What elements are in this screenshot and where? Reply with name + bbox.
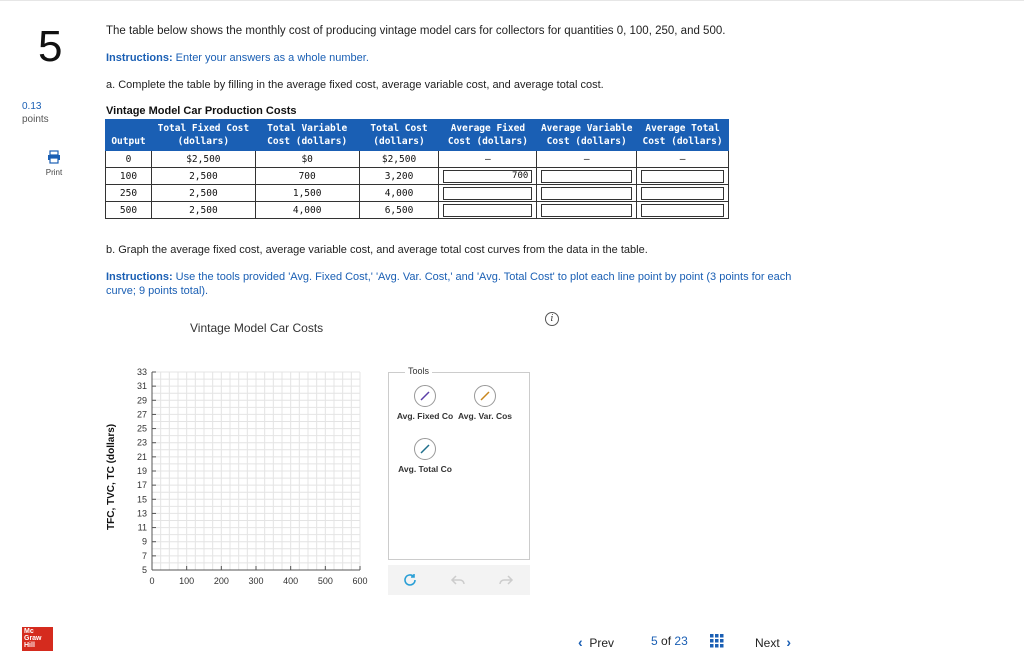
y-tick-label: 21 xyxy=(136,451,147,462)
chevron-right-icon: › xyxy=(786,634,792,650)
logo-line: Mc xyxy=(24,628,34,635)
cell-tc: 3,200 xyxy=(359,168,439,185)
table-header-row xyxy=(106,120,729,151)
cell-output: 250 xyxy=(106,185,152,202)
cell-tc: 4,000 xyxy=(359,185,439,202)
cell-avc xyxy=(537,185,637,202)
header-tc: Total Cost (dollars) xyxy=(359,120,439,151)
header-afc: Average Fixed Cost (dollars) xyxy=(439,120,537,151)
print-label: Print xyxy=(45,168,63,177)
y-tick-label: 11 xyxy=(137,522,147,533)
y-tick-label: 13 xyxy=(136,508,147,519)
page-indicator xyxy=(651,634,688,648)
cell-afc xyxy=(439,168,537,185)
table-caption: Vintage Model Car Production Costs xyxy=(106,105,297,117)
y-tick-label: 29 xyxy=(136,395,147,406)
line-tool-icon xyxy=(474,385,496,407)
y-tick-label: 31 xyxy=(136,381,147,392)
cell-tvc: 4,000 xyxy=(255,202,359,219)
y-tick-label: 33 xyxy=(136,367,147,377)
header-atc: Average Total Cost (dollars) xyxy=(637,120,729,151)
instructions-bold: Instructions: xyxy=(106,52,173,64)
x-tick-label: 400 xyxy=(283,576,299,586)
points-value: 0.13 xyxy=(22,101,42,112)
tool-label: Avg. Var. Cos xyxy=(457,411,512,421)
header-tvc: Total Variable Cost (dollars) xyxy=(255,120,359,151)
cell-afc xyxy=(439,185,537,202)
prev-label: Prev xyxy=(589,636,615,650)
cell-output: 0 xyxy=(106,151,152,168)
intro-text: The table below shows the monthly cost of producing vintage model cars for collectors for quantities 0, 100, 250, and 500. xyxy=(106,25,726,37)
x-tick-label: 100 xyxy=(179,576,195,586)
avg-total-cost-tool[interactable] xyxy=(395,438,455,474)
table-row xyxy=(106,202,729,219)
y-tick-label: 27 xyxy=(136,409,147,420)
cell-tvc: 700 xyxy=(255,168,359,185)
bottom-navigation xyxy=(0,628,1024,651)
tools-title: Tools xyxy=(405,366,432,376)
x-tick-label: 300 xyxy=(248,576,264,586)
cell-tc: $2,500 xyxy=(359,151,439,168)
cell-atc: – xyxy=(637,151,729,168)
tool-label: Avg. Fixed Co xyxy=(396,411,454,421)
tools-panel xyxy=(388,366,530,560)
cell-avc: – xyxy=(537,151,637,168)
cell-tvc: 1,500 xyxy=(255,185,359,202)
line-tool-icon xyxy=(414,385,436,407)
cell-tc: 6,500 xyxy=(359,202,439,219)
avc-input-500[interactable] xyxy=(541,204,632,217)
table-row xyxy=(106,168,729,185)
instructions-text: Use the tools provided 'Avg. Fixed Cost,' 'Avg. Var. Cost,' and 'Avg. Total Cost' to plot each line point by point (3 points for each curve; 9 points total). xyxy=(106,271,792,297)
avg-fixed-cost-tool[interactable] xyxy=(395,385,455,421)
instructions-graph xyxy=(106,270,806,298)
next-button[interactable] xyxy=(755,634,791,650)
tool-label: Avg. Total Co xyxy=(398,464,452,474)
cost-table xyxy=(105,119,729,219)
prev-button[interactable] xyxy=(578,634,614,650)
info-icon[interactable]: i xyxy=(545,312,559,326)
header-tfc: Total Fixed Cost (dollars) xyxy=(151,120,255,151)
avc-input-100[interactable] xyxy=(541,170,632,183)
graph-grid xyxy=(152,372,360,570)
tool-line xyxy=(421,392,429,400)
cell-output: 100 xyxy=(106,168,152,185)
afc-input-500[interactable] xyxy=(443,204,532,217)
header-avc: Average Variable Cost (dollars) xyxy=(537,120,637,151)
afc-input-100[interactable]: 700 xyxy=(443,170,532,183)
atc-input-100[interactable] xyxy=(641,170,724,183)
x-tick-label: 0 xyxy=(149,576,155,586)
current-page: 5 xyxy=(651,634,658,648)
part-b-text: b. Graph the average fixed cost, average variable cost, and average total cost curves from the data in the table. xyxy=(106,244,648,256)
cell-tfc: 2,500 xyxy=(151,185,255,202)
atc-input-500[interactable] xyxy=(641,204,724,217)
print-button[interactable] xyxy=(36,150,72,190)
y-tick-label: 25 xyxy=(136,423,147,434)
graph-toolbar xyxy=(388,565,530,595)
avc-input-250[interactable] xyxy=(541,187,632,200)
y-tick-label: 19 xyxy=(136,466,147,476)
cell-output: 500 xyxy=(106,202,152,219)
instructions-text: Enter your answers as a whole number. xyxy=(172,52,369,64)
cell-tvc: $0 xyxy=(255,151,359,168)
chevron-left-icon: ‹ xyxy=(578,634,583,650)
question-grid-icon[interactable] xyxy=(710,634,724,648)
total-pages: 23 xyxy=(674,634,688,648)
printer-icon xyxy=(47,150,61,164)
cell-afc: – xyxy=(439,151,537,168)
y-tick-label: 5 xyxy=(141,565,147,575)
tool-line xyxy=(481,392,489,400)
y-tick-label: 7 xyxy=(141,550,147,561)
y-tick-label: 9 xyxy=(141,536,147,547)
graph-title: Vintage Model Car Costs xyxy=(190,321,324,335)
table-row xyxy=(106,185,729,202)
cell-atc xyxy=(637,185,729,202)
question-number: 5 xyxy=(38,22,63,71)
tool-line xyxy=(421,445,429,453)
y-tick-label: 23 xyxy=(136,437,147,448)
cell-avc xyxy=(537,202,637,219)
part-a-text: a. Complete the table by filling in the average fixed cost, average variable cost, and average total cost. xyxy=(106,79,604,91)
header-output: Output xyxy=(106,120,152,151)
afc-input-250[interactable] xyxy=(443,187,532,200)
table-row xyxy=(106,151,729,168)
undo-icon[interactable] xyxy=(450,572,466,588)
x-tick-label: 200 xyxy=(213,576,229,586)
y-tick-label: 17 xyxy=(136,480,147,491)
points-label: points xyxy=(22,114,49,125)
next-label: Next xyxy=(755,636,780,650)
line-tool-icon xyxy=(414,438,436,460)
atc-input-250[interactable] xyxy=(641,187,724,200)
cell-tfc: 2,500 xyxy=(151,202,255,219)
cell-atc xyxy=(637,168,729,185)
instructions-bold: Instructions: xyxy=(106,271,173,283)
x-tick-label: 500 xyxy=(317,576,333,586)
instructions-whole-number xyxy=(106,52,369,64)
cell-afc xyxy=(439,202,537,219)
page-of: of xyxy=(661,634,672,648)
top-divider xyxy=(0,0,1024,1)
avg-var-cost-tool[interactable] xyxy=(455,385,515,421)
redo-icon[interactable] xyxy=(498,572,514,588)
cell-atc xyxy=(637,202,729,219)
cell-avc xyxy=(537,168,637,185)
x-tick-label: 600 xyxy=(352,576,368,586)
cell-tfc: 2,500 xyxy=(151,168,255,185)
y-tick-label: 15 xyxy=(136,494,147,505)
logo-line: Graw xyxy=(24,635,42,642)
reset-icon[interactable] xyxy=(402,572,418,588)
cost-graph[interactable] xyxy=(130,360,380,600)
cell-tfc: $2,500 xyxy=(151,151,255,168)
logo-line: Hill xyxy=(24,642,35,649)
y-axis-label: TFC, TVC, TC (dollars) xyxy=(106,423,117,530)
